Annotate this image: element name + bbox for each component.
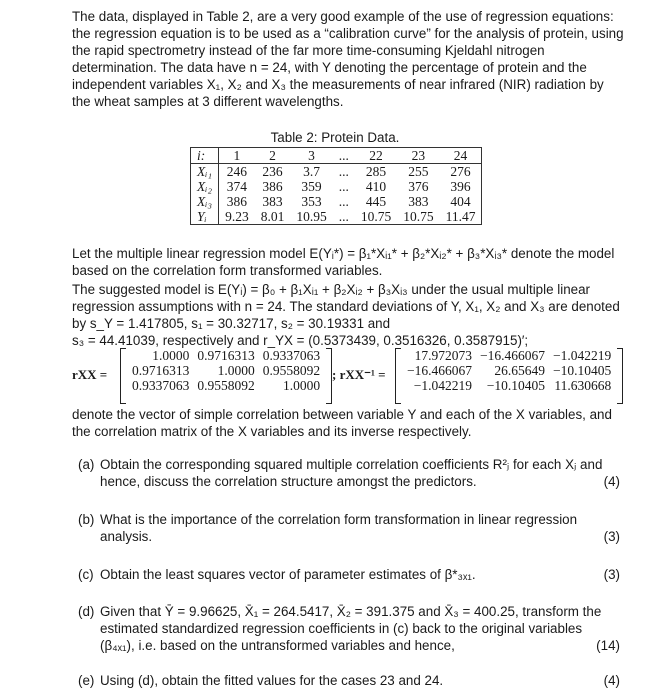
table-cell: 10.75	[403, 209, 434, 224]
intro-paragraph: The data, displayed in Table 2, are a very good example of the use of regression equations: the regression equation is to be used as a “calibration curve” for the analysis of protein, using the rapid spectrometry instead of the far more time-consuming Kjeldahl nitrogen determination. The data have n = 24, with Y denoting the percentage of protein and the independent variables X₁, X₂ and X₃ the measurements of near infrared (NIR) radiation by the wheat samples at 3 different wavelengths.	[72, 9, 624, 109]
table-row	[128, 363, 324, 378]
question-text: Using (d), obtain the fitted values for the cases 23 and 24.	[100, 673, 444, 688]
model-paragraph: Let the multiple linear regression model E(Yᵢ*) = β₁*Xᵢ₁* + β₂*Xᵢ₂* + β₃*Xᵢ₃* denote the model based on the correlation form transformed variables.	[72, 246, 615, 278]
question-e	[78, 672, 620, 689]
table-cell: Yᵢ	[191, 209, 219, 225]
table-cell: 1.0000	[217, 363, 255, 378]
table-row	[191, 179, 482, 194]
suggested-model-paragraph: The suggested model is E(Yᵢ) = β₀ + β₁Xᵢ₁ + β₂Xᵢ₂ + β₃Xᵢ₃ under the usual multiple linear regression assumptions with n = 24. The standard deviations of Y, X₁, X₂ and X₃ are denoted by s_Y = 1.417805, s₁ = 30.32717, s₂ = 30.19331 and	[72, 282, 620, 331]
table-cell: 9.23	[225, 209, 249, 224]
table-cell: 3	[290, 148, 332, 164]
table-row	[191, 194, 482, 209]
table-caption: Table 2: Protein Data.	[270, 130, 400, 145]
table-cell: 17.972073	[414, 348, 472, 363]
table-row	[128, 348, 324, 363]
table-cell: 246	[226, 164, 248, 179]
question-marks: (3)	[603, 567, 620, 582]
question-d	[78, 603, 620, 654]
table-row	[128, 378, 324, 393]
table-row	[403, 378, 615, 393]
table-cell: 383	[408, 194, 429, 209]
table-cell: 445	[365, 194, 387, 209]
table-cell: 10.95	[296, 209, 327, 224]
rxx-inverse-matrix	[395, 348, 615, 393]
table-cell: −1.042219	[553, 348, 612, 363]
table-cell: 359	[301, 179, 322, 194]
table-cell: 24	[440, 148, 482, 164]
rxx-label: rXX =	[72, 367, 108, 382]
table-cell: 26.65649	[494, 363, 545, 378]
table-cell: 386	[262, 179, 283, 194]
question-text: Obtain the least squares vector of parameter estimates of β*₃ₓ₁.	[100, 567, 476, 582]
table-cell: 3.7	[303, 164, 320, 179]
question-label: (d)	[78, 604, 95, 619]
table-cell: 353	[301, 194, 322, 209]
table-cell: −16.466067	[407, 363, 472, 378]
table-cell: 0.9558092	[197, 378, 255, 393]
table-cell: −10.10405	[486, 378, 545, 393]
table-row	[403, 348, 615, 363]
table-cell: 0.9716313	[132, 363, 190, 378]
rxx-inverse-label: ; rXX⁻¹ =	[332, 367, 386, 382]
table-cell: 10.75	[360, 209, 392, 224]
table-cell: 383	[262, 194, 283, 209]
table-row	[191, 164, 482, 180]
table-cell: ...	[338, 164, 349, 179]
table-cell: 396	[450, 179, 471, 194]
table-cell: 386	[226, 194, 248, 209]
table-cell: 410	[365, 179, 387, 194]
definition-paragraph: denote the vector of simple correlation between variable Y and each of the X variables, and the correlation matrix of the X variables and its inverse respectively.	[72, 407, 612, 439]
protein-data-table	[190, 147, 482, 225]
table-cell: 0.9337063	[262, 348, 321, 363]
table-cell: 236	[262, 164, 283, 179]
table-cell: 23	[397, 148, 439, 164]
table-cell: 22	[355, 148, 397, 164]
table-cell: 255	[408, 164, 429, 179]
rYX-paragraph: s₃ = 44.41039, respectively and r_YX = (0.5373439, 0.3516326, 0.3587915)′;	[72, 333, 529, 348]
table-cell: 2	[255, 148, 291, 164]
question-a	[78, 456, 620, 490]
table-cell: 376	[408, 179, 429, 194]
question-b	[78, 511, 620, 545]
table-cell: ...	[338, 179, 349, 194]
question-text: What is the importance of the correlation form transformation in linear regression analysis.	[100, 512, 578, 544]
question-text: Obtain the corresponding squared multiple correlation coefficients R²ⱼ for each Xⱼ and hence, discuss the correlation structure amongst the predictors.	[100, 457, 603, 489]
question-text: Given that Ȳ = 9.96625, X̄₁ = 264.5417, X̄₂ = 391.375 and X̄₃ = 400.25, transform the estimated standardized regression coefficients in (c) back to the original variables (β₄ₓ₁), i.e. based on the untransformed variables and hence,	[100, 604, 602, 653]
table-cell: 1.0000	[152, 348, 190, 363]
table-cell: i:	[191, 148, 219, 164]
table-cell: 1	[219, 148, 255, 164]
table-cell: ...	[333, 148, 355, 164]
question-marks: (3)	[603, 529, 620, 544]
rxx-matrix	[120, 348, 324, 393]
table-cell: 11.47	[445, 209, 476, 224]
table-cell: −16.466067	[480, 348, 545, 363]
table-cell: 1.0000	[283, 378, 321, 393]
question-label: (b)	[78, 512, 95, 527]
table-cell: −10.10405	[553, 363, 612, 378]
question-label: (c)	[78, 567, 94, 582]
table-header-row	[191, 148, 482, 164]
table-cell: 285	[365, 164, 387, 179]
table-row	[403, 363, 615, 378]
table-cell: Xᵢ₃	[191, 194, 219, 209]
question-c	[78, 566, 620, 583]
table-cell: ...	[338, 209, 349, 224]
table-cell: ...	[338, 194, 349, 209]
question-marks: (14)	[596, 638, 620, 653]
table-cell: 0.9716313	[197, 348, 255, 363]
question-marks: (4)	[603, 673, 620, 688]
question-label: (a)	[78, 457, 95, 472]
table-cell: 374	[226, 179, 248, 194]
table-cell: 404	[450, 194, 471, 209]
table-cell: 11.630668	[554, 378, 612, 393]
table-cell: Xᵢ₂	[191, 179, 219, 194]
table-row	[191, 209, 482, 225]
table-cell: 276	[450, 164, 471, 179]
table-cell: −1.042219	[413, 378, 472, 393]
question-label: (e)	[78, 673, 95, 688]
table-cell: 0.9558092	[262, 363, 321, 378]
table-cell: 8.01	[260, 209, 285, 224]
table-cell: 0.9337063	[132, 378, 190, 393]
question-marks: (4)	[603, 474, 620, 489]
table-cell: Xᵢ₁	[191, 164, 219, 180]
